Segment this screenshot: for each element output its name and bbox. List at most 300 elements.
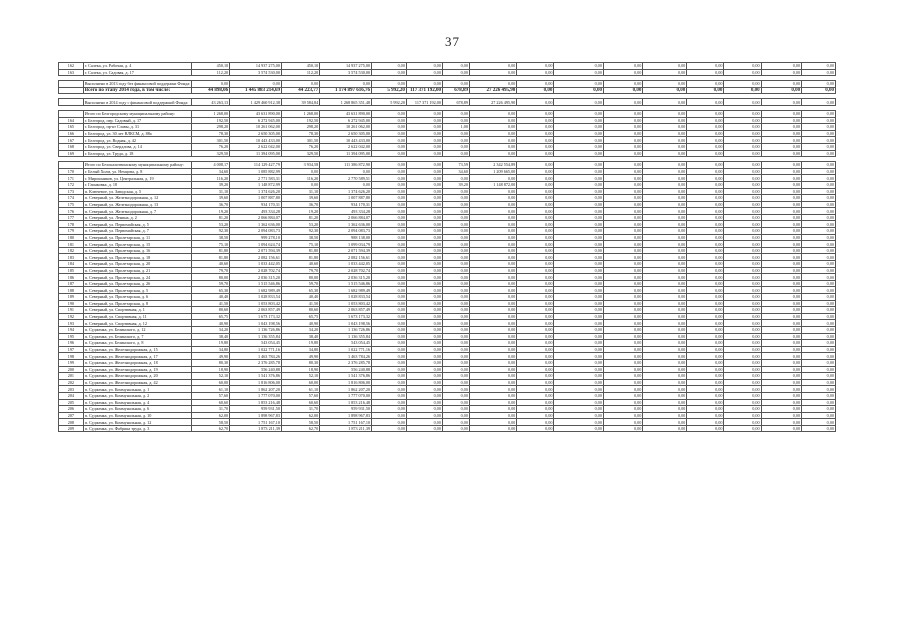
value-cell: 0,00 [761, 63, 802, 70]
value-cell: 39,20 [442, 181, 469, 188]
value-cell: 0,00 [802, 366, 836, 373]
value-cell: 0,00 [687, 214, 724, 221]
value-cell: 0,00 [724, 267, 761, 274]
value-cell: 0,00 [442, 214, 469, 221]
value-cell: 0,00 [554, 99, 604, 106]
value-cell: 0,00 [406, 340, 442, 347]
value-cell: 0,00 [687, 195, 724, 202]
value-cell: 0,00 [406, 419, 442, 426]
value-cell: 60,00 [191, 379, 229, 386]
value-cell: 112,20 [281, 69, 319, 76]
value-cell: 0,00 [802, 254, 836, 261]
value-cell: 0,00 [517, 137, 554, 144]
value-cell: 0,00 [761, 412, 802, 419]
value-cell: 0,00 [554, 241, 604, 248]
value-cell: 0,00 [687, 261, 724, 268]
value-cell: 0,00 [761, 110, 802, 117]
value-cell: 0,00 [687, 201, 724, 208]
value-cell: 0,00 [372, 274, 407, 281]
value-cell: 3 934,58 [281, 162, 319, 169]
value-cell: 0,00 [517, 419, 554, 426]
row-number-cell [59, 81, 84, 88]
value-cell: 0,00 [724, 386, 761, 393]
table-row [59, 261, 836, 268]
table-row [59, 63, 836, 70]
value-cell: 0,00 [517, 287, 554, 294]
value-cell: 0,00 [406, 81, 442, 88]
value-cell: 0,00 [406, 117, 442, 124]
value-cell: 0,00 [802, 300, 836, 307]
value-cell: 0,00 [517, 359, 554, 366]
value-cell: 0,00 [761, 353, 802, 360]
value-cell: 0,00 [687, 326, 724, 333]
value-cell: 0,00 [761, 320, 802, 327]
value-cell: 0,00 [687, 175, 724, 182]
value-cell: 0,00 [517, 326, 554, 333]
value-cell: 0,00 [687, 386, 724, 393]
value-cell: 0,00 [643, 320, 687, 327]
value-cell: 0,00 [802, 188, 836, 195]
value-cell: 0,00 [517, 379, 554, 386]
value-cell: 0,00 [554, 195, 604, 202]
value-cell: 0,00 [761, 254, 802, 261]
value-cell: 0,00 [603, 137, 642, 144]
value-cell: 0,00 [603, 175, 642, 182]
table-row [59, 130, 836, 137]
value-cell: 18,90 [281, 366, 319, 373]
value-cell: 0,00 [687, 399, 724, 406]
value-cell: 92,30 [281, 228, 319, 235]
value-cell: 39,60 [191, 195, 229, 202]
value-cell: 0,00 [442, 346, 469, 353]
value-cell: 58,50 [191, 419, 229, 426]
value-cell: 0,00 [469, 137, 516, 144]
value-cell: 0,00 [442, 234, 469, 241]
value-cell: 41,50 [281, 300, 319, 307]
value-cell: 0,00 [406, 150, 442, 157]
value-cell: 1 033 442,05 [320, 261, 372, 268]
value-cell: 0,00 [469, 124, 516, 131]
value-cell: 0,00 [554, 267, 604, 274]
value-cell: 0,00 [554, 326, 604, 333]
value-cell: 1 515 546,86 [320, 280, 372, 287]
table-row [59, 247, 836, 254]
value-cell: 0,00 [554, 359, 604, 366]
value-cell: 0,00 [643, 333, 687, 340]
address-cell: г. Белгород, ул. Водная, д. 42 [83, 137, 191, 144]
row-number-cell: 197 [59, 346, 84, 353]
value-cell: 2 028 702,74 [230, 267, 282, 274]
value-cell: 0,00 [554, 280, 604, 287]
value-cell: 0,00 [517, 313, 554, 320]
value-cell: 1 853 216,48 [320, 399, 372, 406]
value-cell: 0,00 [517, 353, 554, 360]
value-cell: 0,00 [517, 366, 554, 373]
value-cell: 0,00 [724, 353, 761, 360]
row-number-cell: 195 [59, 333, 84, 340]
value-cell: 0,00 [442, 333, 469, 340]
address-cell: п. Судженка, ул. Железнодорожная, д. 20 [83, 373, 191, 380]
value-cell: 0,00 [442, 419, 469, 426]
value-cell: 0,00 [554, 150, 604, 157]
value-cell: 0,00 [469, 150, 516, 157]
value-cell: 1 777 070,00 [230, 392, 282, 399]
value-cell: 0,00 [724, 150, 761, 157]
value-cell: 0,00 [802, 340, 836, 347]
value-cell: 3 574 530,00 [230, 69, 282, 76]
value-cell: 0,00 [469, 294, 516, 301]
row-number-cell: 165 [59, 124, 84, 131]
value-cell: 0,00 [517, 412, 554, 419]
address-cell: п. Северный, ул. Первомайская, д. 7 [83, 228, 191, 235]
value-cell: 0,00 [761, 247, 802, 254]
address-cell: п. Судженка, ул. Белинского, д. 7 [83, 333, 191, 340]
value-cell: 0,00 [442, 399, 469, 406]
value-cell: 11 394 095,00 [230, 150, 282, 157]
value-cell: 19,20 [191, 208, 229, 215]
address-cell: п. Северный, ул. Пролетарская, д. 20 [83, 261, 191, 268]
value-cell: 0,00 [469, 326, 516, 333]
value-cell: 0,00 [687, 359, 724, 366]
value-cell: 0,00 [603, 320, 642, 327]
value-cell: 0,00 [281, 181, 319, 188]
value-cell: 81,20 [281, 214, 319, 221]
value-cell: 19,80 [281, 340, 319, 347]
value-cell: 0,00 [724, 162, 761, 169]
row-number-cell: 202 [59, 379, 84, 386]
value-cell: 40,60 [191, 261, 229, 268]
value-cell: 34,80 [281, 346, 319, 353]
value-cell: 27 226 495,90 [469, 99, 516, 106]
value-cell: 0,00 [554, 419, 604, 426]
value-cell: 0,00 [406, 267, 442, 274]
value-cell: 0,00 [372, 294, 407, 301]
value-cell: 0,00 [554, 254, 604, 261]
value-cell: 0,00 [643, 208, 687, 215]
value-cell: 0,00 [469, 366, 516, 373]
row-number-cell: 188 [59, 287, 84, 294]
value-cell: 0,00 [761, 143, 802, 150]
value-cell: 0,00 [643, 412, 687, 419]
value-cell: 0,00 [517, 425, 554, 432]
value-cell: 0,00 [406, 274, 442, 281]
value-cell: 0,00 [442, 143, 469, 150]
value-cell: 0,00 [517, 124, 554, 131]
value-cell: 0,00 [687, 137, 724, 144]
value-cell: 0,00 [469, 241, 516, 248]
value-cell: 0,00 [687, 425, 724, 432]
value-cell: 1 268,00 [191, 110, 229, 117]
value-cell: 0,00 [603, 294, 642, 301]
row-number-cell: 175 [59, 201, 84, 208]
value-cell: 0,00 [687, 392, 724, 399]
table-row [59, 214, 836, 221]
address-cell: п. Судженка, ул. Железнодорожная, д. 17 [83, 353, 191, 360]
value-cell: 0,00 [517, 373, 554, 380]
value-cell: 0,00 [603, 313, 642, 320]
value-cell: 0,00 [802, 63, 836, 70]
value-cell: 14 937 275,00 [320, 63, 372, 70]
value-cell: 0,00 [442, 425, 469, 432]
value-cell: 0,00 [724, 130, 761, 137]
value-cell: 0,00 [761, 313, 802, 320]
value-cell: 0,00 [372, 162, 407, 169]
value-cell: 0,00 [372, 247, 407, 254]
row-number-cell: 184 [59, 261, 84, 268]
value-cell: 0,00 [761, 175, 802, 182]
table-row [59, 280, 836, 287]
value-cell: 0,00 [687, 313, 724, 320]
row-number-cell: 191 [59, 307, 84, 314]
value-cell: 0,00 [442, 241, 469, 248]
value-cell: 114 129 427,79 [230, 162, 282, 169]
value-cell: 0,00 [724, 313, 761, 320]
value-cell: 0,00 [687, 366, 724, 373]
row-number-cell [59, 110, 84, 117]
value-cell: 0,00 [406, 130, 442, 137]
value-cell: 0,00 [643, 99, 687, 106]
value-cell: 78,30 [191, 130, 229, 137]
value-cell: 0,00 [442, 228, 469, 235]
value-cell: 1 873 211,39 [320, 425, 372, 432]
value-cell: 934 170,31 [230, 201, 282, 208]
value-cell: 1 673 173,32 [320, 313, 372, 320]
value-cell: 0,00 [802, 326, 836, 333]
value-cell: 31,70 [281, 406, 319, 413]
value-cell: 0,00 [802, 392, 836, 399]
value-cell: 31,10 [191, 188, 229, 195]
value-cell: 19,80 [191, 340, 229, 347]
value-cell: 0,00 [802, 175, 836, 182]
value-cell: 493 334,28 [230, 208, 282, 215]
subtotal-row [59, 99, 836, 106]
value-cell: 0,00 [643, 425, 687, 432]
value-cell: 0,00 [643, 340, 687, 347]
value-cell: 49,90 [191, 353, 229, 360]
row-number-cell: 209 [59, 425, 84, 432]
value-cell: 44 898,06 [191, 87, 229, 94]
value-cell: 80,30 [281, 359, 319, 366]
value-cell: 0,00 [643, 143, 687, 150]
value-cell: 40,90 [281, 320, 319, 327]
value-cell: 0,00 [554, 247, 604, 254]
value-cell: 0,00 [517, 69, 554, 76]
value-cell: 0,00 [603, 261, 642, 268]
value-cell: 0,00 [406, 247, 442, 254]
value-cell: 0,00 [643, 399, 687, 406]
value-cell: 0,00 [724, 214, 761, 221]
value-cell: 1 816 806,00 [320, 379, 372, 386]
value-cell: 0,00 [469, 386, 516, 393]
value-cell: 0,00 [372, 287, 407, 294]
row-number-cell: 186 [59, 274, 84, 281]
value-cell: 0,00 [724, 241, 761, 248]
address-cell: г. Белгород, пер. Садовый, д. 17 [83, 117, 191, 124]
value-cell: 0,00 [554, 320, 604, 327]
value-cell: 1 007 887,80 [230, 195, 282, 202]
address-cell: г. Белгород, ул. Свердлова, д. 14 [83, 143, 191, 150]
address-cell: п. Северный, ул. Железнодорожная, д. 7 [83, 208, 191, 215]
value-cell: 0,00 [517, 63, 554, 70]
value-cell: 298,20 [281, 124, 319, 131]
value-cell: 40,40 [191, 294, 229, 301]
value-cell: 0,00 [643, 241, 687, 248]
address-cell: г. Белгород, пр-кт Славы, д. 31 [83, 124, 191, 131]
address-cell: п. Судженка, ул. Железнодорожная, д. 42 [83, 379, 191, 386]
table-row [59, 150, 836, 157]
value-cell: 65,75 [191, 313, 229, 320]
value-cell: 0,00 [469, 340, 516, 347]
value-cell: 0,00 [517, 274, 554, 281]
value-cell: 0,00 [724, 294, 761, 301]
address-cell: п. Северный, ул. Ленина, д. 2 [83, 214, 191, 221]
value-cell: 0,00 [643, 228, 687, 235]
value-cell: 0,00 [603, 99, 642, 106]
value-cell: 40,60 [281, 261, 319, 268]
value-cell: 1 673 173,32 [230, 313, 282, 320]
value-cell: 0,00 [442, 320, 469, 327]
value-cell: 0,00 [761, 117, 802, 124]
value-cell: 117 371 192,00 [406, 87, 442, 94]
value-cell: 36,70 [191, 201, 229, 208]
repair-program-table [58, 62, 836, 432]
value-cell: 0,00 [643, 419, 687, 426]
value-cell: 0,00 [761, 274, 802, 281]
value-cell: 0,00 [554, 81, 604, 88]
value-cell: 0,00 [554, 188, 604, 195]
value-cell: 1 094 624,74 [230, 241, 282, 248]
value-cell: 0,00 [406, 333, 442, 340]
value-cell: 0,00 [517, 87, 554, 94]
value-cell: 0,00 [643, 287, 687, 294]
table-row [59, 353, 836, 360]
value-cell: 0,00 [643, 69, 687, 76]
table-row [59, 168, 836, 175]
value-cell: 0,00 [724, 110, 761, 117]
value-cell: 0,00 [603, 195, 642, 202]
value-cell: 0,00 [603, 130, 642, 137]
address-cell: п. Судженка, ул. Железнодорожная, д. 15 [83, 346, 191, 353]
value-cell: 0,00 [724, 412, 761, 419]
value-cell: 0,00 [603, 81, 642, 88]
value-cell: 0,00 [469, 267, 516, 274]
value-cell: 0,00 [643, 195, 687, 202]
value-cell: 0,00 [643, 294, 687, 301]
value-cell: 0,00 [687, 406, 724, 413]
value-cell: 0,00 [724, 340, 761, 347]
value-cell: 0,00 [406, 261, 442, 268]
value-cell: 0,00 [802, 137, 836, 144]
address-cell: п. Северный, ул. Пролетарская, д. 21 [83, 267, 191, 274]
value-cell: 65,30 [191, 287, 229, 294]
value-cell: 1 515 546,86 [230, 280, 282, 287]
value-cell: 0,00 [469, 287, 516, 294]
value-cell: 0,00 [802, 195, 836, 202]
table-row [59, 379, 836, 386]
value-cell: 0,00 [442, 406, 469, 413]
value-cell: 0,00 [643, 326, 687, 333]
value-cell: 0,00 [802, 124, 836, 131]
address-cell: п. Судженка, ул. Белинского, д. 12 [83, 326, 191, 333]
value-cell: 0,00 [372, 346, 407, 353]
table-row [59, 137, 836, 144]
value-cell: 0,00 [281, 168, 319, 175]
value-cell: 1 099 034,79 [320, 241, 372, 248]
value-cell: 0,00 [643, 247, 687, 254]
row-number-cell [59, 162, 84, 169]
value-cell: 1 022 771,16 [230, 346, 282, 353]
value-cell: 0,00 [554, 130, 604, 137]
value-cell: 10 261 062,00 [230, 124, 282, 131]
address-cell: п. Северный, ул. Спортивная, д. 1 [83, 307, 191, 314]
value-cell: 0,00 [603, 150, 642, 157]
value-cell: 0,00 [603, 117, 642, 124]
address-cell: п. Северный, ул. Пролетарская, д. 11 [83, 234, 191, 241]
value-cell: 0,00 [802, 412, 836, 419]
value-cell: 493 334,28 [320, 208, 372, 215]
value-cell: 0,00 [372, 150, 407, 157]
address-cell: п. Северный, ул. Спортивная, д. 12 [83, 320, 191, 327]
value-cell: 0,00 [554, 87, 604, 94]
table-row [59, 143, 836, 150]
value-cell: 0,00 [406, 254, 442, 261]
value-cell: 0,00 [687, 124, 724, 131]
value-cell: 0,00 [802, 333, 836, 340]
value-cell: 80,60 [191, 307, 229, 314]
value-cell: 1 751 167,10 [320, 419, 372, 426]
value-cell: 57,60 [281, 392, 319, 399]
value-cell: 0,00 [761, 99, 802, 106]
value-cell: 1 033 442,05 [230, 261, 282, 268]
address-cell: п. Судженка, ул. Коммунальная, д. 2 [83, 392, 191, 399]
value-cell: 0,00 [603, 143, 642, 150]
value-cell: 0,00 [643, 386, 687, 393]
value-cell: 0,00 [643, 117, 687, 124]
value-cell: 0,00 [802, 261, 836, 268]
address-cell: г. Белгород, ул. 30 лет ВЛКСМ, д. 88а [83, 130, 191, 137]
value-cell: 0,00 [724, 280, 761, 287]
value-cell: 0,00 [761, 261, 802, 268]
value-cell: 0,00 [469, 359, 516, 366]
value-cell: 53,20 [191, 221, 229, 228]
value-cell: 52,10 [191, 373, 229, 380]
value-cell: 0,00 [643, 214, 687, 221]
value-cell: 0,00 [761, 137, 802, 144]
value-cell: 543 054,45 [230, 340, 282, 347]
row-number-cell: 187 [59, 280, 84, 287]
value-cell: 0,00 [372, 333, 407, 340]
value-cell: 34,60 [191, 168, 229, 175]
value-cell: 0,00 [603, 234, 642, 241]
value-cell: 0,00 [724, 247, 761, 254]
value-cell: 112,20 [191, 69, 229, 76]
value-cell: 2 094 083,73 [230, 228, 282, 235]
row-number-cell: 174 [59, 195, 84, 202]
subtotal-row [59, 162, 836, 169]
value-cell: 0,00 [761, 69, 802, 76]
value-cell: 0,00 [643, 373, 687, 380]
value-cell: 0,00 [802, 307, 836, 314]
value-cell: 0,00 [372, 234, 407, 241]
value-cell: 192,50 [191, 117, 229, 124]
value-cell: 0,00 [687, 110, 724, 117]
value-cell: 0,00 [761, 386, 802, 393]
value-cell: 0,00 [761, 124, 802, 131]
value-cell: 43 631 890,00 [230, 110, 282, 117]
value-cell: 0,00 [554, 274, 604, 281]
value-cell: 0,00 [687, 373, 724, 380]
value-cell: 0,00 [802, 406, 836, 413]
